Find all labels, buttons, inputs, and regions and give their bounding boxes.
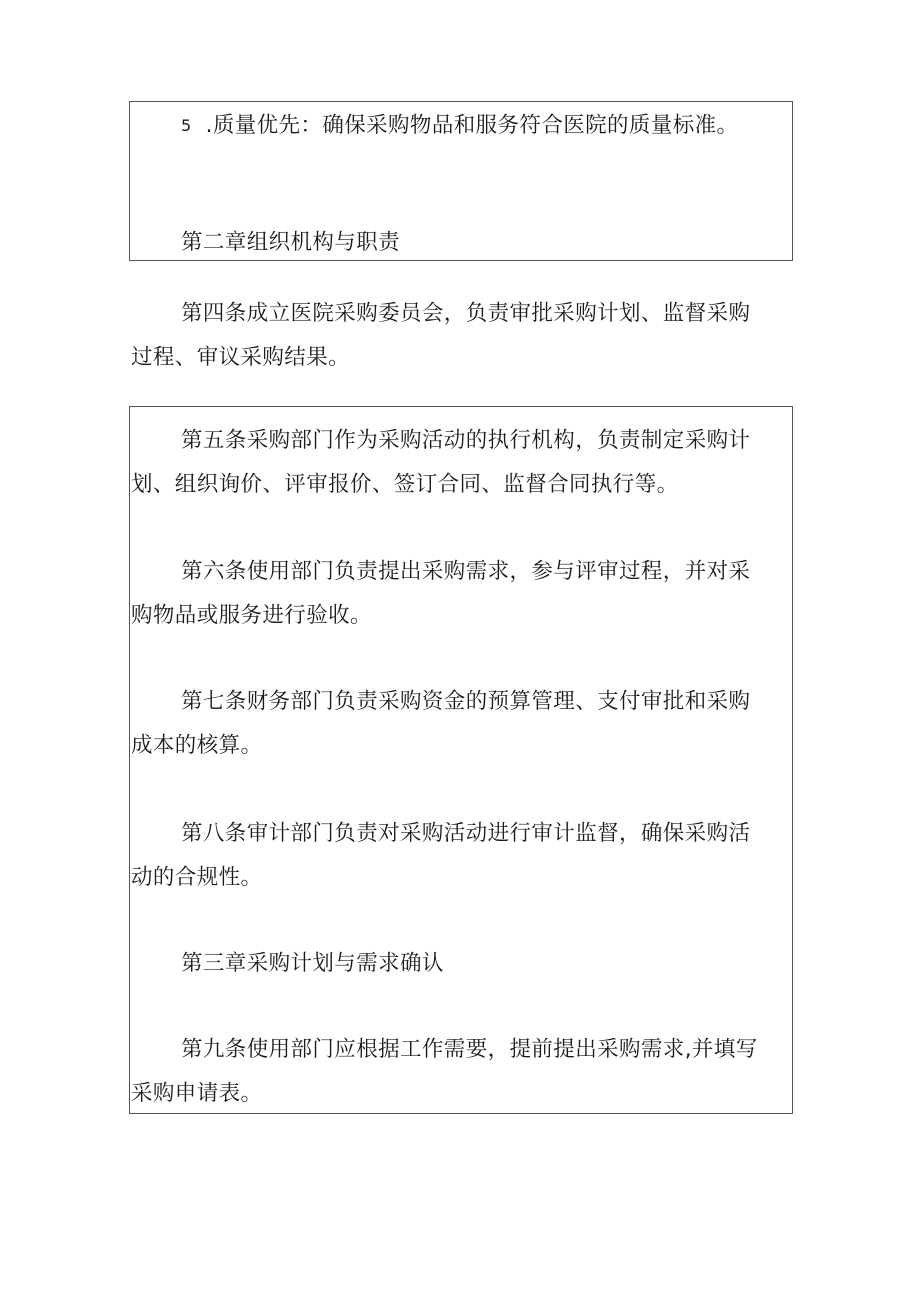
article-7-line-1: 第七条财务部门负责采购资金的预算管理、支付审批和采购 xyxy=(181,689,751,714)
article-9-line-1: 第九条使用部门应根据工作需要，提前提出采购需求,并填写 xyxy=(181,1037,758,1062)
chapter-3-heading: 第三章采购计划与需求确认 xyxy=(181,951,444,976)
article-4-line-1: 第四条成立医院采购委员会，负责审批采购计划、监督采购 xyxy=(181,301,751,326)
principle-item-5-text: .质量优先：确保采购物品和服务符合医院的质量标准。 xyxy=(205,113,739,138)
item-number: 5 xyxy=(181,116,192,135)
article-7-line-2: 成本的核算。 xyxy=(131,733,263,758)
principle-item-5 xyxy=(181,104,738,148)
article-8-line-1: 第八条审计部门负责对采购活动进行审计监督，确保采购活 xyxy=(181,821,751,846)
article-8-line-2: 动的合规性。 xyxy=(131,865,263,890)
article-6-line-2: 购物品或服务进行验收。 xyxy=(131,603,372,628)
article-5-line-2: 划、组织询价、评审报价、签订合同、监督合同执行等。 xyxy=(131,472,679,497)
article-6-line-1: 第六条使用部门负责提出采购需求，参与评审过程，并对采 xyxy=(181,559,751,584)
article-9-line-2: 采购申请表。 xyxy=(131,1081,263,1106)
chapter-2-heading: 第二章组织机构与职责 xyxy=(181,230,401,255)
article-5-line-1: 第五条采购部门作为采购活动的执行机构，负责制定采购计 xyxy=(181,428,751,453)
article-4-line-2: 过程、审议采购结果。 xyxy=(131,345,351,370)
